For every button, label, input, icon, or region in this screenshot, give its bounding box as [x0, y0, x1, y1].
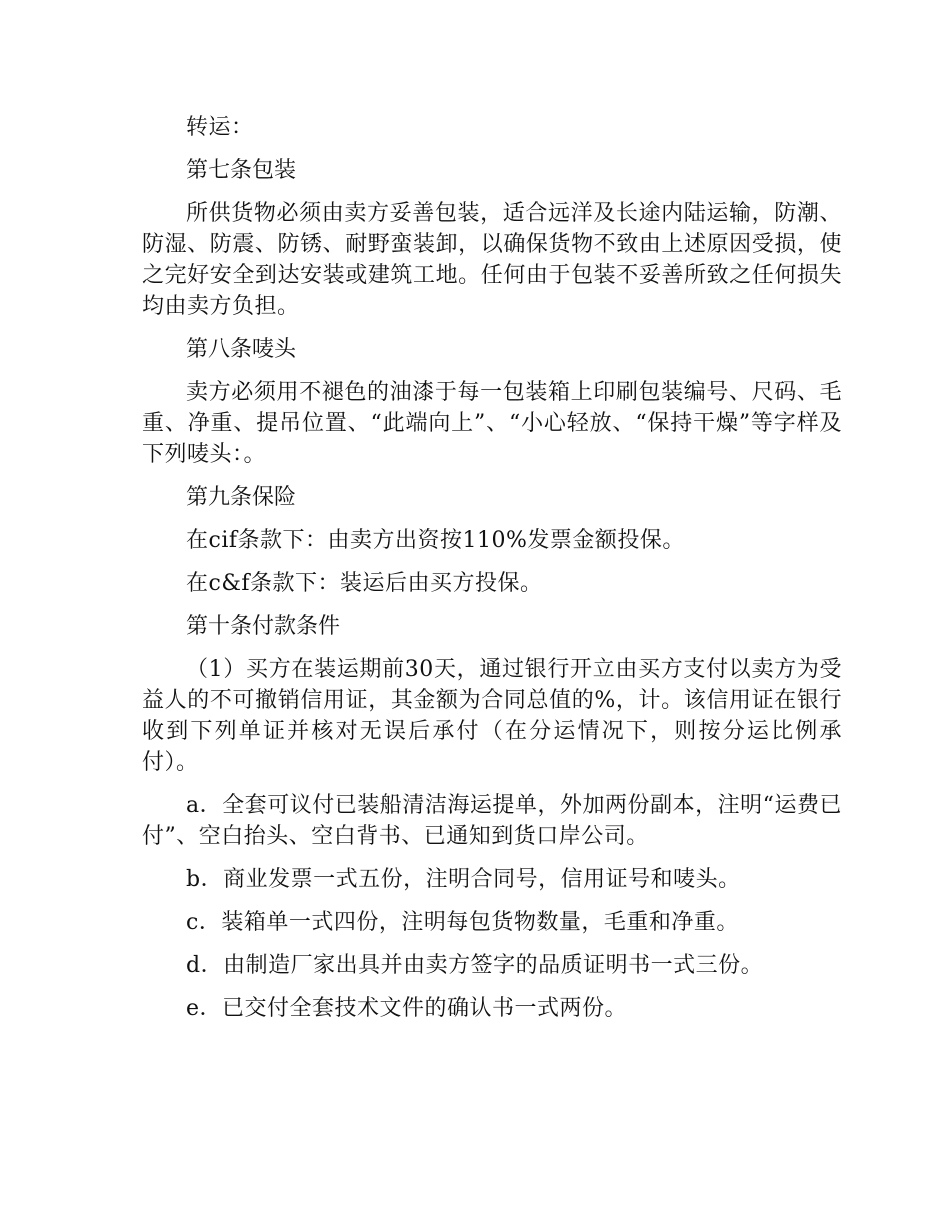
heading-article-10-payment: 第十条付款条件: [186, 614, 341, 639]
paragraph-packing: 所供货物必须由卖方妥善包装，适合远洋及长途内陆运输，防潮、防湿、防震、防锈、耐野蛮装卸，以确保货物不致由上述原因受损，使之完好安全到达安装或建筑工地。任何由于包装不妥善所致之任何损失均由卖方负担。: [142, 201, 842, 319]
paragraph-marks: 卖方必须用不褪色的油漆于每一包装箱上印刷包装编号、尺码、毛重、净重、提吊位置、“此端向上”、“小心轻放、“保持干燥”等字样及下列唛头：。: [142, 380, 842, 467]
heading-article-9-insurance: 第九条保险: [186, 485, 297, 510]
paragraph-document-c: c．装箱单一式四份，注明每包货物数量，毛重和净重。: [186, 910, 739, 935]
document-page: [142, 112, 842, 1036]
heading-article-8-marks: 第八条唛头: [186, 337, 297, 362]
paragraph-transshipment: 转运：: [186, 115, 254, 140]
paragraph-insurance-cf: 在c&f条款下：装运后由买方投保。: [186, 571, 543, 596]
paragraph-document-d: d．由制造厂家出具并由卖方签字的品质证明书一式三份。: [186, 953, 764, 978]
paragraph-document-a: a．全套可议付已装船清洁海运提单，外加两份副本，注明“运费已付”、空白抬头、空白背书、已通知到货口岸公司。: [142, 793, 842, 849]
paragraph-document-e: e．已交付全套技术文件的确认书一式两份。: [186, 996, 628, 1021]
paragraph-document-b: b．商业发票一式五份，注明合同号，信用证号和唛头。: [186, 867, 741, 892]
heading-article-7-packing: 第七条包装: [186, 158, 297, 183]
paragraph-insurance-cif: 在cif条款下：由卖方出资按110%发票金额投保。: [186, 528, 685, 553]
paragraph-payment-1: （1）买方在装运期前30天，通过银行开立由买方支付以卖方为受益人的不可撤销信用证，其金额为合同总值的%，计。该信用证在银行收到下列单证并核对无误后承付（在分运情况下，则按分运比例承付）。: [142, 657, 842, 775]
